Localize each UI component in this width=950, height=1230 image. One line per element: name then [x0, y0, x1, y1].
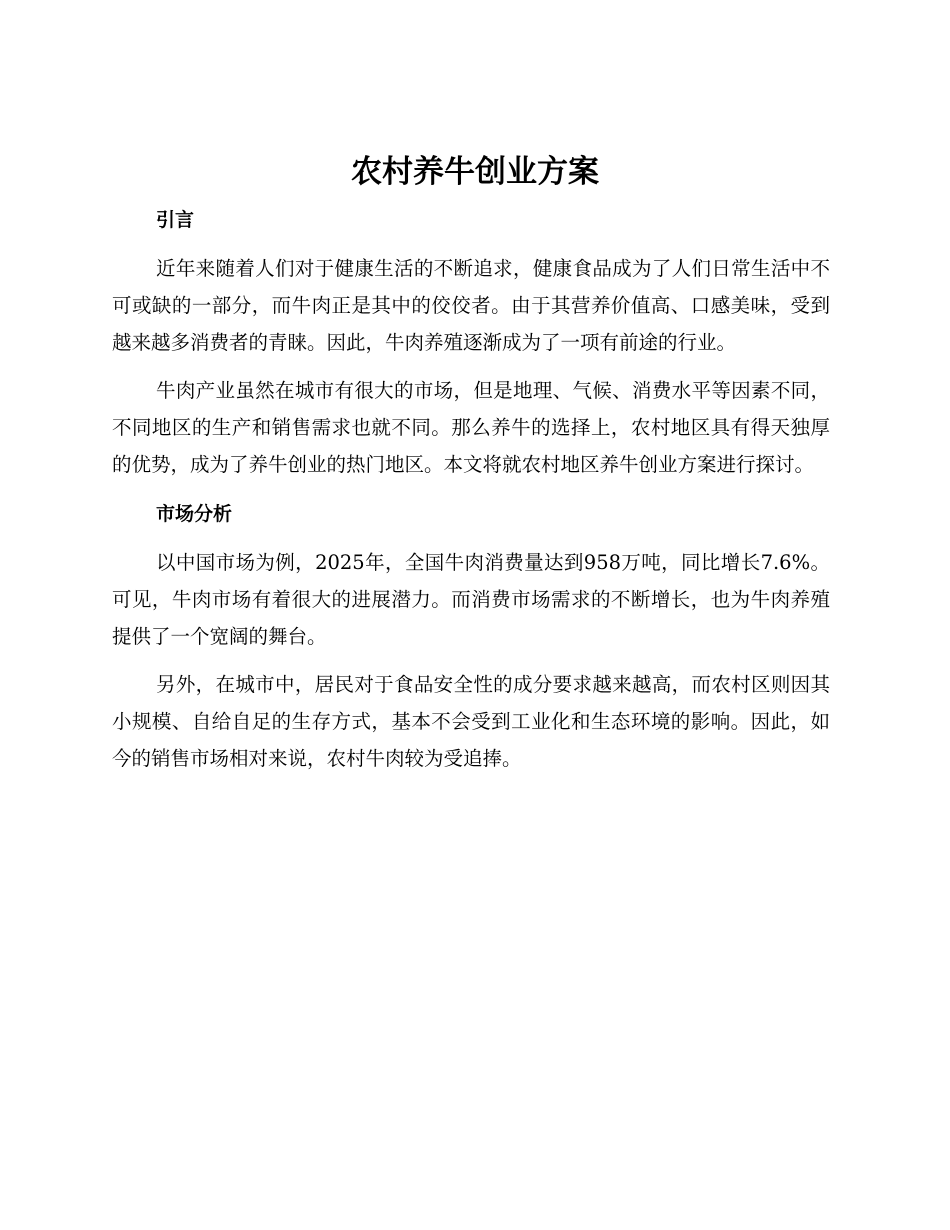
market-paragraph-2: 另外，在城市中，居民对于食品安全性的成分要求越来越高，而农村区则因其小规模、自给自足的生存方式，基本不会受到工业化和生态环境的影响。因此，如今的销售市场相对来说，农村牛肉较为受追捧。 [112, 673, 830, 770]
intro-paragraph-1: 近年来随着人们对于健康生活的不断追求，健康食品成为了人们日常生活中不可或缺的一部分，而牛肉正是其中的佼佼者。由于其营养价值高、口感美味，受到越来越多消费者的青睐。因此，牛肉养殖逐渐成为了一项有前途的行业。 [112, 257, 830, 354]
market-paragraph-1: 以中国市场为例，2025年，全国牛肉消费量达到958万吨，同比增长7.6%。可见，牛肉市场有着很大的进展潜力。而消费市场需求的不断增长，也为牛肉养殖提供了一个宽阔的舞台。 [112, 551, 830, 648]
section-heading-introduction: 引言 [156, 209, 195, 231]
page-title: 农村养牛创业方案 [351, 154, 599, 190]
document-body [112, 200, 830, 777]
section-heading-market-analysis: 市场分析 [156, 503, 233, 525]
intro-paragraph-2: 牛肉产业虽然在城市有很大的市场，但是地理、气候、消费水平等因素不同，不同地区的生产和销售需求也就不同。那么养牛的选择上，农村地区具有得天独厚的优势，成为了养牛创业的热门地区。本文将就农村地区养牛创业方案进行探讨。 [112, 379, 830, 476]
